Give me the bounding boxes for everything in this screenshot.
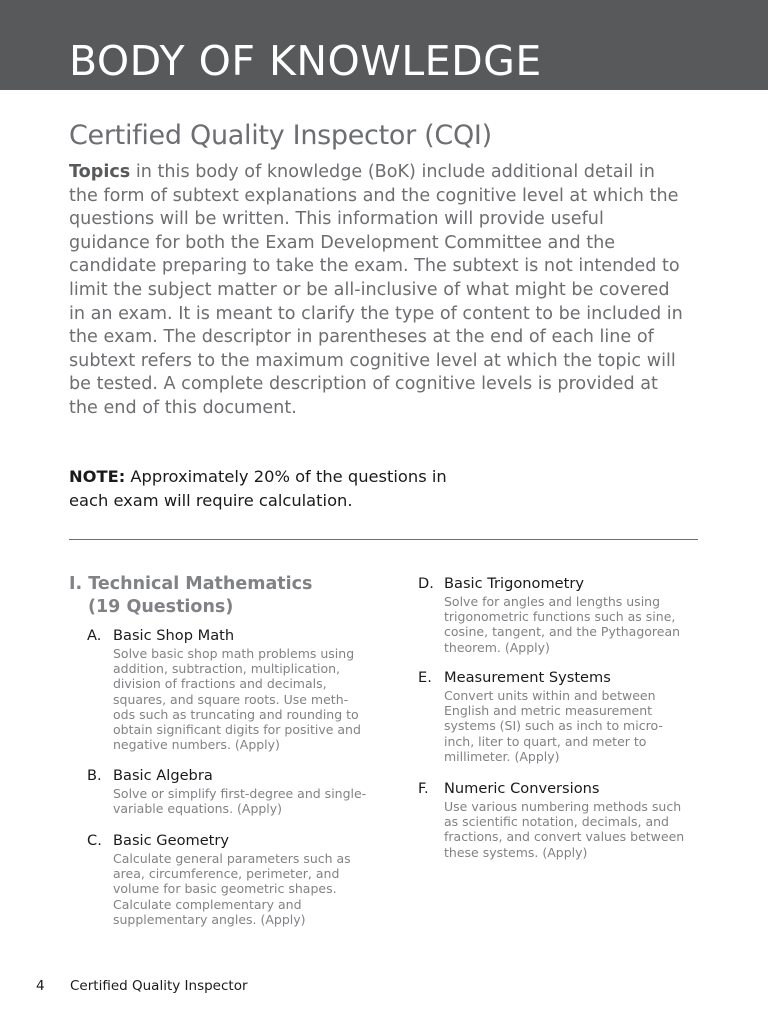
topic-title: Basic Geometry xyxy=(113,832,230,849)
page-number: 4 xyxy=(36,978,45,994)
topic-heading xyxy=(418,668,718,687)
topic-letter: D. xyxy=(418,575,434,592)
topic-b xyxy=(87,766,387,816)
note-lead: NOTE: xyxy=(69,467,126,486)
topic-title: Measurement Systems xyxy=(444,669,611,686)
topic-title: Basic Shop Math xyxy=(113,627,235,644)
topic-description: Use various numbering methods such as scientific notation, decimals, and fractions, and convert values between these systems. (Apply) xyxy=(444,799,685,860)
topic-description: Solve for angles and lengths using trigonometric functions such as sine, cosine, tangent, and the Pythagorean theorem. (Apply) xyxy=(444,594,681,655)
page-footer xyxy=(36,977,248,995)
intro-body: in this body of knowledge (BoK) include additional detail in the form of subtext explanations and the cognitive level at which the questions will be written. This information will provide useful guidance for both the Exam Development Committee and the candidate preparing to take the exam. The subtext is not intended to limit the subject matter or be all-inclusive of what might be covered in an exam. It is meant to clarify the type of content to be included in the exam. The descriptor in parentheses at the end of each line of subtext refers to the maximum cognitive level at which the topic will be tested. A complete description of cognitive levels is provided at the end of this document. xyxy=(69,162,683,418)
topic-description: Convert units within and between English and metric measurement systems (SI) such as inch to micro-inch, liter to quart, and meter to millimeter. (Apply) xyxy=(444,688,663,764)
note-paragraph xyxy=(69,465,489,513)
topic-title: Numeric Conversions xyxy=(444,780,600,797)
topic-letter: F. xyxy=(418,780,429,797)
topic-a xyxy=(87,626,387,752)
topic-f xyxy=(418,779,718,860)
topic-title: Basic Trigonometry xyxy=(444,575,585,592)
topic-title: Basic Algebra xyxy=(113,767,213,784)
footer-text: Certified Quality Inspector xyxy=(70,978,248,994)
topic-e xyxy=(418,668,718,764)
intro-paragraph xyxy=(69,161,689,421)
topic-description: Solve or simplify first-degree and single-variable equations. (Apply) xyxy=(113,786,367,817)
header-banner xyxy=(0,0,768,90)
topic-heading xyxy=(87,626,387,645)
document-title: Certified Quality Inspector (CQI) xyxy=(69,120,492,151)
topic-c xyxy=(87,831,387,927)
note-body: Approximately 20% of the questions in each exam will require calculation. xyxy=(69,467,447,510)
topic-heading xyxy=(87,766,387,785)
section-heading-line2: (19 Questions) xyxy=(88,597,234,617)
topic-heading xyxy=(87,831,387,850)
topic-d xyxy=(418,574,718,655)
topic-letter: B. xyxy=(87,767,102,784)
topic-description: Calculate general parameters such as area, circumference, perimeter, and volume for basic geometric shapes. Calculate complementary and supplementary angles. (Apply) xyxy=(113,851,351,927)
banner-title: BODY OF KNOWLEDGE xyxy=(69,37,542,85)
topic-letter: C. xyxy=(87,832,102,849)
topic-description: Solve basic shop math problems using addition, subtraction, multiplication, division of fractions and decimals, squares, and square roots. Use meth-ods such as truncating and rounding to obtain significant digits for positive and negative numbers. (Apply) xyxy=(113,646,361,753)
topic-letter: E. xyxy=(418,669,432,686)
intro-lead: Topics xyxy=(69,162,131,182)
topic-letter: A. xyxy=(87,627,102,644)
section-heading-line1: I. Technical Mathematics xyxy=(69,574,313,594)
topic-heading xyxy=(418,779,718,798)
topic-heading xyxy=(418,574,718,593)
section-heading xyxy=(69,573,312,619)
section-divider xyxy=(69,539,698,540)
